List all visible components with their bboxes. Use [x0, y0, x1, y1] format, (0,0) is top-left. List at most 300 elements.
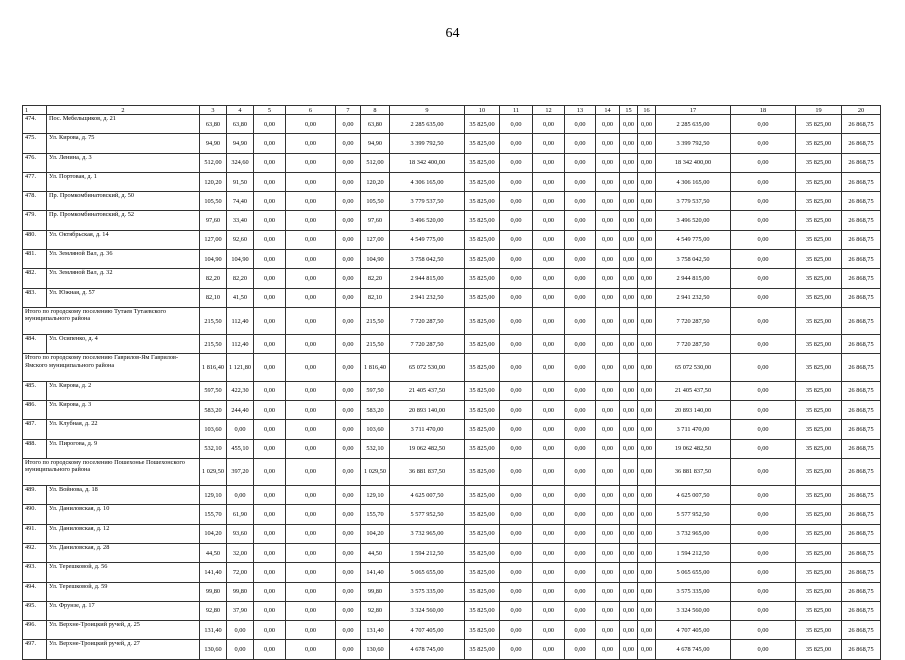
value-cell-col-18: 0,00: [731, 153, 796, 172]
value-cell-col-6: 0,00: [286, 400, 336, 419]
value-cell-col-4: 0,00: [227, 486, 254, 505]
value-cell-col-17: 4 306 165,00: [656, 172, 731, 191]
address-cell: Ул. Терешковой, д. 56: [47, 563, 200, 582]
value-cell-col-18: 0,00: [731, 307, 796, 334]
value-cell-col-6: 0,00: [286, 134, 336, 153]
value-cell-col-18: 0,00: [731, 439, 796, 458]
value-cell-col-10: 35 825,00: [465, 172, 500, 191]
value-cell-col-8: 215,50: [361, 335, 390, 354]
value-cell-col-5: 0,00: [254, 354, 286, 381]
value-cell-col-6: 0,00: [286, 307, 336, 334]
value-cell-col-19: 35 825,00: [796, 621, 842, 640]
value-cell-col-18: 0,00: [731, 458, 796, 485]
value-cell-col-9: 3 496 520,00: [390, 211, 465, 230]
value-cell-col-11: 0,00: [500, 134, 533, 153]
housing-register-table: [22, 105, 881, 660]
value-cell-col-15: 0,00: [620, 486, 638, 505]
value-cell-col-18: 0,00: [731, 486, 796, 505]
value-cell-col-3: 82,20: [200, 269, 227, 288]
value-cell-col-5: 0,00: [254, 250, 286, 269]
value-cell-col-4: 422,30: [227, 381, 254, 400]
table-row: [23, 640, 881, 659]
value-cell-col-20: 26 868,75: [842, 621, 881, 640]
value-cell-col-7: 0,00: [336, 269, 361, 288]
value-cell-col-17: 21 405 437,50: [656, 381, 731, 400]
value-cell-col-20: 26 868,75: [842, 269, 881, 288]
value-cell-col-4: 74,40: [227, 192, 254, 211]
value-cell-col-6: 0,00: [286, 543, 336, 562]
value-cell-col-17: 3 399 792,50: [656, 134, 731, 153]
value-cell-col-12: 0,00: [533, 420, 565, 439]
row-number: 483.: [23, 288, 47, 307]
value-cell-col-12: 0,00: [533, 621, 565, 640]
value-cell-col-12: 0,00: [533, 640, 565, 659]
value-cell-col-8: 82,20: [361, 269, 390, 288]
value-cell-col-14: 0,00: [596, 115, 620, 134]
table-row: [23, 250, 881, 269]
value-cell-col-18: 0,00: [731, 640, 796, 659]
value-cell-col-19: 35 825,00: [796, 134, 842, 153]
table-row: [23, 192, 881, 211]
value-cell-col-14: 0,00: [596, 354, 620, 381]
value-cell-col-10: 35 825,00: [465, 563, 500, 582]
column-number-20: 20: [842, 106, 881, 115]
column-number-8: 8: [361, 106, 390, 115]
value-cell-col-9: 7 720 287,50: [390, 335, 465, 354]
value-cell-col-16: 0,00: [638, 172, 656, 191]
value-cell-col-15: 0,00: [620, 582, 638, 601]
value-cell-col-3: 120,20: [200, 172, 227, 191]
address-cell: Ул. Осипенко, д. 4: [47, 335, 200, 354]
column-number-7: 7: [336, 106, 361, 115]
table-row: [23, 335, 881, 354]
value-cell-col-8: 99,80: [361, 582, 390, 601]
value-cell-col-17: 7 720 287,50: [656, 307, 731, 334]
value-cell-col-14: 0,00: [596, 563, 620, 582]
value-cell-col-13: 0,00: [565, 563, 596, 582]
value-cell-col-12: 0,00: [533, 354, 565, 381]
value-cell-col-4: 91,50: [227, 172, 254, 191]
value-cell-col-15: 0,00: [620, 288, 638, 307]
value-cell-col-5: 0,00: [254, 153, 286, 172]
value-cell-col-17: 4 707 405,00: [656, 621, 731, 640]
value-cell-col-12: 0,00: [533, 439, 565, 458]
value-cell-col-14: 0,00: [596, 439, 620, 458]
address-cell: Ул. Земляной Вал, д. 36: [47, 250, 200, 269]
value-cell-col-9: 4 625 007,50: [390, 486, 465, 505]
column-number-9: 9: [390, 106, 465, 115]
value-cell-col-19: 35 825,00: [796, 381, 842, 400]
value-cell-col-15: 0,00: [620, 400, 638, 419]
value-cell-col-3: 1 029,50: [200, 458, 227, 485]
value-cell-col-19: 35 825,00: [796, 400, 842, 419]
value-cell-col-12: 0,00: [533, 288, 565, 307]
value-cell-col-20: 26 868,75: [842, 288, 881, 307]
value-cell-col-12: 0,00: [533, 134, 565, 153]
address-cell: Ул. Войнова, д. 18: [47, 486, 200, 505]
value-cell-col-16: 0,00: [638, 211, 656, 230]
value-cell-col-14: 0,00: [596, 486, 620, 505]
value-cell-col-4: 32,00: [227, 543, 254, 562]
value-cell-col-9: 36 881 837,50: [390, 458, 465, 485]
value-cell-col-5: 0,00: [254, 115, 286, 134]
value-cell-col-7: 0,00: [336, 505, 361, 524]
value-cell-col-3: 215,50: [200, 307, 227, 334]
value-cell-col-20: 26 868,75: [842, 381, 881, 400]
value-cell-col-16: 0,00: [638, 439, 656, 458]
value-cell-col-13: 0,00: [565, 335, 596, 354]
value-cell-col-10: 35 825,00: [465, 335, 500, 354]
value-cell-col-5: 0,00: [254, 640, 286, 659]
row-number: 495.: [23, 601, 47, 620]
table-row: [23, 582, 881, 601]
value-cell-col-19: 35 825,00: [796, 354, 842, 381]
value-cell-col-11: 0,00: [500, 269, 533, 288]
value-cell-col-8: 141,40: [361, 563, 390, 582]
value-cell-col-9: 3 758 042,50: [390, 250, 465, 269]
value-cell-col-15: 0,00: [620, 307, 638, 334]
address-cell: Ул. Клубная, д. 22: [47, 420, 200, 439]
value-cell-col-19: 35 825,00: [796, 269, 842, 288]
value-cell-col-6: 0,00: [286, 505, 336, 524]
value-cell-col-17: 5 065 655,00: [656, 563, 731, 582]
value-cell-col-11: 0,00: [500, 400, 533, 419]
value-cell-col-9: 3 399 792,50: [390, 134, 465, 153]
value-cell-col-10: 35 825,00: [465, 134, 500, 153]
value-cell-col-19: 35 825,00: [796, 420, 842, 439]
value-cell-col-17: 3 324 560,00: [656, 601, 731, 620]
value-cell-col-20: 26 868,75: [842, 115, 881, 134]
value-cell-col-13: 0,00: [565, 400, 596, 419]
value-cell-col-15: 0,00: [620, 335, 638, 354]
value-cell-col-4: 112,40: [227, 307, 254, 334]
address-cell: Ул. Даниловская, д. 10: [47, 505, 200, 524]
row-number: 478.: [23, 192, 47, 211]
column-number-15: 15: [620, 106, 638, 115]
value-cell-col-16: 0,00: [638, 288, 656, 307]
value-cell-col-18: 0,00: [731, 335, 796, 354]
table-row: [23, 172, 881, 191]
address-cell: Ул. Фрунзе, д. 17: [47, 601, 200, 620]
value-cell-col-18: 0,00: [731, 354, 796, 381]
value-cell-col-18: 0,00: [731, 505, 796, 524]
value-cell-col-5: 0,00: [254, 563, 286, 582]
value-cell-col-16: 0,00: [638, 115, 656, 134]
value-cell-col-7: 0,00: [336, 134, 361, 153]
column-number-18: 18: [731, 106, 796, 115]
row-number: 477.: [23, 172, 47, 191]
value-cell-col-20: 26 868,75: [842, 439, 881, 458]
value-cell-col-4: 82,20: [227, 269, 254, 288]
value-cell-col-16: 0,00: [638, 486, 656, 505]
value-cell-col-5: 0,00: [254, 621, 286, 640]
value-cell-col-14: 0,00: [596, 505, 620, 524]
value-cell-col-15: 0,00: [620, 354, 638, 381]
row-number: 492.: [23, 543, 47, 562]
value-cell-col-4: 93,60: [227, 524, 254, 543]
value-cell-col-20: 26 868,75: [842, 400, 881, 419]
value-cell-col-7: 0,00: [336, 458, 361, 485]
value-cell-col-9: 21 405 437,50: [390, 381, 465, 400]
value-cell-col-4: 1 121,80: [227, 354, 254, 381]
value-cell-col-20: 26 868,75: [842, 335, 881, 354]
value-cell-col-16: 0,00: [638, 640, 656, 659]
value-cell-col-18: 0,00: [731, 400, 796, 419]
value-cell-col-10: 35 825,00: [465, 621, 500, 640]
value-cell-col-9: 4 306 165,00: [390, 172, 465, 191]
value-cell-col-13: 0,00: [565, 621, 596, 640]
value-cell-col-6: 0,00: [286, 439, 336, 458]
column-number-1: 1: [23, 106, 47, 115]
address-cell: Ул. Даниловская, д. 28: [47, 543, 200, 562]
value-cell-col-5: 0,00: [254, 335, 286, 354]
value-cell-col-9: 20 893 140,00: [390, 400, 465, 419]
value-cell-col-9: 4 678 745,00: [390, 640, 465, 659]
value-cell-col-19: 35 825,00: [796, 640, 842, 659]
value-cell-col-8: 215,50: [361, 307, 390, 334]
value-cell-col-18: 0,00: [731, 211, 796, 230]
value-cell-col-11: 0,00: [500, 307, 533, 334]
value-cell-col-13: 0,00: [565, 582, 596, 601]
value-cell-col-12: 0,00: [533, 582, 565, 601]
value-cell-col-20: 26 868,75: [842, 354, 881, 381]
value-cell-col-16: 0,00: [638, 134, 656, 153]
value-cell-col-13: 0,00: [565, 601, 596, 620]
value-cell-col-3: 512,00: [200, 153, 227, 172]
value-cell-col-14: 0,00: [596, 640, 620, 659]
value-cell-col-20: 26 868,75: [842, 640, 881, 659]
value-cell-col-16: 0,00: [638, 563, 656, 582]
subtotal-label: Итого по городскому поселению Гаврилов-Ям Гаврилов-Ямского муниципального района: [23, 354, 200, 381]
value-cell-col-9: 1 594 212,50: [390, 543, 465, 562]
value-cell-col-3: 215,50: [200, 335, 227, 354]
address-cell: Ул. Южная, д. 57: [47, 288, 200, 307]
value-cell-col-12: 0,00: [533, 601, 565, 620]
value-cell-col-6: 0,00: [286, 335, 336, 354]
row-number: 489.: [23, 486, 47, 505]
value-cell-col-10: 35 825,00: [465, 400, 500, 419]
value-cell-col-9: 2 941 232,50: [390, 288, 465, 307]
value-cell-col-6: 0,00: [286, 354, 336, 381]
value-cell-col-11: 0,00: [500, 505, 533, 524]
value-cell-col-10: 35 825,00: [465, 486, 500, 505]
table-row: [23, 269, 881, 288]
column-number-12: 12: [533, 106, 565, 115]
value-cell-col-17: 18 342 400,00: [656, 153, 731, 172]
value-cell-col-6: 0,00: [286, 269, 336, 288]
value-cell-col-7: 0,00: [336, 400, 361, 419]
value-cell-col-17: 3 758 042,50: [656, 250, 731, 269]
value-cell-col-20: 26 868,75: [842, 582, 881, 601]
value-cell-col-6: 0,00: [286, 381, 336, 400]
value-cell-col-17: 65 072 530,00: [656, 354, 731, 381]
value-cell-col-3: 532,10: [200, 439, 227, 458]
column-number-11: 11: [500, 106, 533, 115]
value-cell-col-17: 2 285 635,00: [656, 115, 731, 134]
column-number-5: 5: [254, 106, 286, 115]
value-cell-col-11: 0,00: [500, 230, 533, 249]
address-cell: Ул. Ленина, д. 3: [47, 153, 200, 172]
address-cell: Ул. Кирова, д. 2: [47, 381, 200, 400]
column-number-17: 17: [656, 106, 731, 115]
value-cell-col-3: 97,60: [200, 211, 227, 230]
value-cell-col-11: 0,00: [500, 354, 533, 381]
value-cell-col-17: 4 549 775,00: [656, 230, 731, 249]
value-cell-col-4: 41,50: [227, 288, 254, 307]
value-cell-col-8: 131,40: [361, 621, 390, 640]
value-cell-col-19: 35 825,00: [796, 288, 842, 307]
value-cell-col-8: 92,80: [361, 601, 390, 620]
value-cell-col-8: 512,00: [361, 153, 390, 172]
value-cell-col-6: 0,00: [286, 288, 336, 307]
table-row: [23, 134, 881, 153]
value-cell-col-15: 0,00: [620, 115, 638, 134]
value-cell-col-19: 35 825,00: [796, 601, 842, 620]
value-cell-col-7: 0,00: [336, 621, 361, 640]
value-cell-col-7: 0,00: [336, 153, 361, 172]
value-cell-col-9: 2 944 815,00: [390, 269, 465, 288]
value-cell-col-18: 0,00: [731, 134, 796, 153]
value-cell-col-13: 0,00: [565, 288, 596, 307]
value-cell-col-15: 0,00: [620, 458, 638, 485]
column-number-4: 4: [227, 106, 254, 115]
value-cell-col-18: 0,00: [731, 543, 796, 562]
table-row: [23, 563, 881, 582]
value-cell-col-5: 0,00: [254, 400, 286, 419]
value-cell-col-5: 0,00: [254, 543, 286, 562]
value-cell-col-16: 0,00: [638, 269, 656, 288]
value-cell-col-4: 455,10: [227, 439, 254, 458]
table-body: [23, 106, 881, 660]
value-cell-col-5: 0,00: [254, 269, 286, 288]
value-cell-col-7: 0,00: [336, 354, 361, 381]
value-cell-col-17: 3 732 965,00: [656, 524, 731, 543]
value-cell-col-12: 0,00: [533, 524, 565, 543]
value-cell-col-5: 0,00: [254, 307, 286, 334]
row-number: 486.: [23, 400, 47, 419]
value-cell-col-6: 0,00: [286, 524, 336, 543]
value-cell-col-16: 0,00: [638, 543, 656, 562]
value-cell-col-5: 0,00: [254, 134, 286, 153]
value-cell-col-11: 0,00: [500, 640, 533, 659]
page-number: 64: [445, 26, 460, 41]
value-cell-col-7: 0,00: [336, 192, 361, 211]
value-cell-col-8: 129,10: [361, 486, 390, 505]
value-cell-col-3: 104,90: [200, 250, 227, 269]
value-cell-col-8: 82,10: [361, 288, 390, 307]
table-row: [23, 621, 881, 640]
value-cell-col-14: 0,00: [596, 172, 620, 191]
value-cell-col-3: 92,80: [200, 601, 227, 620]
value-cell-col-11: 0,00: [500, 524, 533, 543]
value-cell-col-19: 35 825,00: [796, 250, 842, 269]
value-cell-col-14: 0,00: [596, 230, 620, 249]
value-cell-col-15: 0,00: [620, 439, 638, 458]
value-cell-col-6: 0,00: [286, 486, 336, 505]
value-cell-col-13: 0,00: [565, 250, 596, 269]
value-cell-col-19: 35 825,00: [796, 335, 842, 354]
value-cell-col-15: 0,00: [620, 601, 638, 620]
table-row: [23, 524, 881, 543]
value-cell-col-15: 0,00: [620, 172, 638, 191]
value-cell-col-15: 0,00: [620, 230, 638, 249]
value-cell-col-20: 26 868,75: [842, 307, 881, 334]
value-cell-col-3: 127,00: [200, 230, 227, 249]
value-cell-col-17: 3 496 520,00: [656, 211, 731, 230]
value-cell-col-10: 35 825,00: [465, 211, 500, 230]
value-cell-col-13: 0,00: [565, 172, 596, 191]
value-cell-col-19: 35 825,00: [796, 230, 842, 249]
value-cell-col-5: 0,00: [254, 601, 286, 620]
value-cell-col-19: 35 825,00: [796, 563, 842, 582]
row-number: 485.: [23, 381, 47, 400]
value-cell-col-15: 0,00: [620, 134, 638, 153]
value-cell-col-19: 35 825,00: [796, 505, 842, 524]
value-cell-col-18: 0,00: [731, 621, 796, 640]
value-cell-col-10: 35 825,00: [465, 582, 500, 601]
value-cell-col-14: 0,00: [596, 134, 620, 153]
value-cell-col-3: 94,90: [200, 134, 227, 153]
value-cell-col-5: 0,00: [254, 439, 286, 458]
value-cell-col-12: 0,00: [533, 250, 565, 269]
value-cell-col-12: 0,00: [533, 486, 565, 505]
value-cell-col-15: 0,00: [620, 505, 638, 524]
value-cell-col-18: 0,00: [731, 172, 796, 191]
column-number-row: [23, 106, 881, 115]
value-cell-col-15: 0,00: [620, 250, 638, 269]
value-cell-col-3: 103,60: [200, 420, 227, 439]
value-cell-col-5: 0,00: [254, 524, 286, 543]
value-cell-col-16: 0,00: [638, 307, 656, 334]
value-cell-col-5: 0,00: [254, 505, 286, 524]
value-cell-col-16: 0,00: [638, 621, 656, 640]
value-cell-col-4: 104,90: [227, 250, 254, 269]
value-cell-col-10: 35 825,00: [465, 439, 500, 458]
value-cell-col-7: 0,00: [336, 250, 361, 269]
value-cell-col-16: 0,00: [638, 250, 656, 269]
value-cell-col-4: 99,80: [227, 582, 254, 601]
value-cell-col-10: 35 825,00: [465, 153, 500, 172]
value-cell-col-16: 0,00: [638, 505, 656, 524]
value-cell-col-10: 35 825,00: [465, 115, 500, 134]
value-cell-col-19: 35 825,00: [796, 211, 842, 230]
value-cell-col-16: 0,00: [638, 524, 656, 543]
value-cell-col-15: 0,00: [620, 192, 638, 211]
value-cell-col-6: 0,00: [286, 458, 336, 485]
address-cell: Пр. Промкомбинатовский, д. 50: [47, 192, 200, 211]
value-cell-col-8: 130,60: [361, 640, 390, 659]
value-cell-col-14: 0,00: [596, 381, 620, 400]
value-cell-col-8: 155,70: [361, 505, 390, 524]
value-cell-col-4: 397,20: [227, 458, 254, 485]
value-cell-col-10: 35 825,00: [465, 307, 500, 334]
value-cell-col-10: 35 825,00: [465, 381, 500, 400]
value-cell-col-16: 0,00: [638, 458, 656, 485]
value-cell-col-10: 35 825,00: [465, 288, 500, 307]
row-number: 481.: [23, 250, 47, 269]
value-cell-col-3: 155,70: [200, 505, 227, 524]
value-cell-col-20: 26 868,75: [842, 192, 881, 211]
column-number-10: 10: [465, 106, 500, 115]
address-cell: Ул. Верхне-Троицкий ручей, д. 27: [47, 640, 200, 659]
value-cell-col-11: 0,00: [500, 192, 533, 211]
value-cell-col-11: 0,00: [500, 115, 533, 134]
value-cell-col-16: 0,00: [638, 335, 656, 354]
value-cell-col-18: 0,00: [731, 192, 796, 211]
value-cell-col-9: 5 065 655,00: [390, 563, 465, 582]
value-cell-col-17: 3 575 335,00: [656, 582, 731, 601]
value-cell-col-12: 0,00: [533, 458, 565, 485]
